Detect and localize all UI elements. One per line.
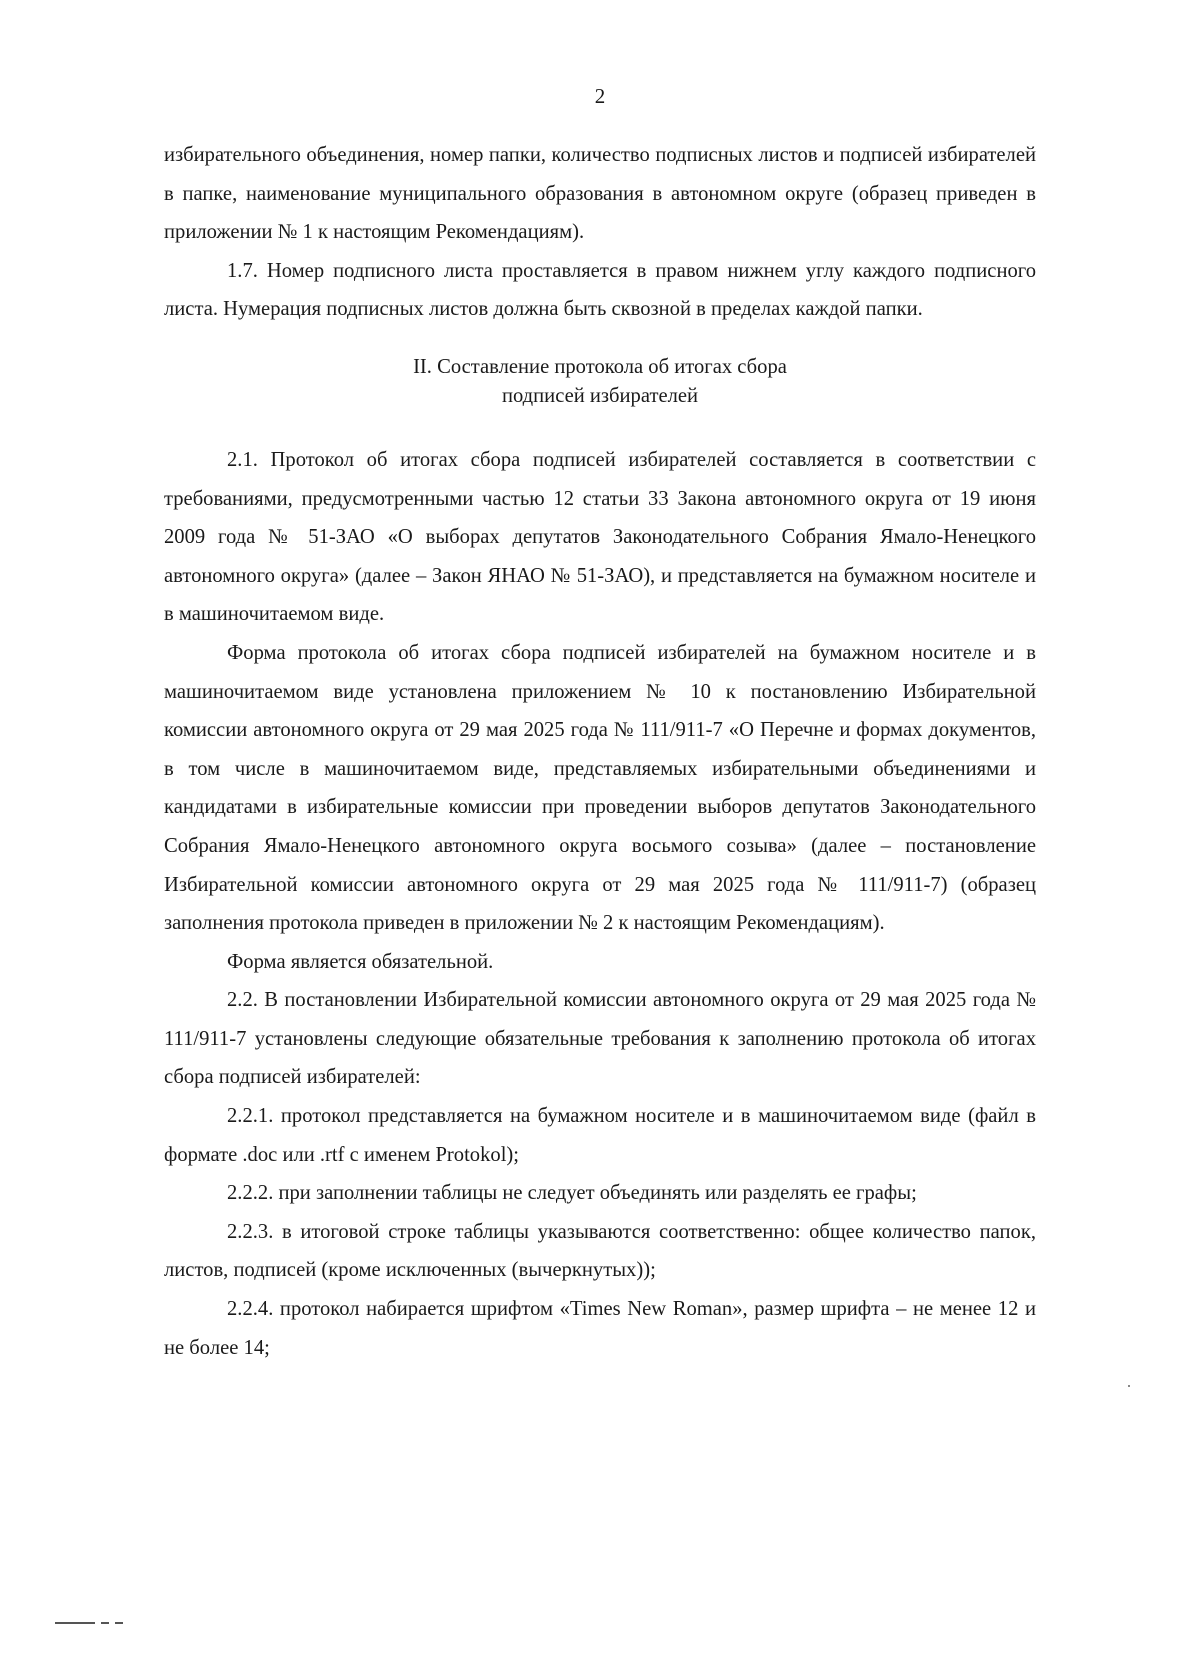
paragraph-2-2-1: 2.2.1. протокол представляется на бумажном носителе и в машиночитаемом виде (файл в формате .doc или .rtf с именем Protokol); [164, 1105, 1036, 1166]
paragraph-form-description: Форма протокола об итогах сбора подписей избирателей на бумажном носителе и в машиночитаемом виде установлена приложением № 10 к постановлению Избирательной комиссии автономного округа от 29 мая 2025 года № 111/911-7 «О Перечне и формах документов, в том числе в машиночитаемом виде, представляемых избирательными объединениями и кандидатами в избирательные комиссии при проведении выборов депутатов Законодательного Собрания Ямало-Ненецкого автономного округа восьмого созыва» (далее – постановление Избирательной комиссии автономного округа от 29 мая 2025 года № 111/911-7) (образец заполнения протокола приведен в приложении № 2 к настоящим Рекомендациям). [164, 641, 1036, 935]
section-heading [164, 353, 1036, 411]
paragraph-2-2-3: 2.2.3. в итоговой строке таблицы указываются соответственно: общее количество папок, листов, подписей (кроме исключенных (вычеркнутых)); [164, 1220, 1036, 1282]
scan-artifact-corner-mark [55, 1622, 123, 1624]
paragraph-continuation: избирательного объединения, номер папки, количество подписных листов и подписей избирателей в папке, наименование муниципального образования в автономном округе (образец приведен в приложении № 1 к настоящим Рекомендациям). [164, 144, 1036, 244]
paragraph-2-2-2: 2.2.2. при заполнении таблицы не следует объединять или разделять ее графы; [227, 1182, 917, 1205]
paragraph-2-2-4: 2.2.4. протокол набирается шрифтом «Times New Roman», размер шрифта – не менее 12 и не более 14; [164, 1298, 1036, 1359]
paragraph-1-7: 1.7. Номер подписного листа проставляется в правом нижнем углу каждого подписного листа. Нумерация подписных листов должна быть сквозной в пределах каждой папки. [164, 259, 1036, 321]
paragraph-2-1: 2.1. Протокол об итогах сбора подписей избирателей составляется в соответствии с требованиями, предусмотренными частью 12 статьи 33 Закона автономного округа от 19 июня 2009 года № 51-ЗАО «О выборах депутатов Законодательного Собрания Ямало-Ненецкого автономного округа» (далее – Закон ЯНАО № 51-ЗАО), и представляется на бумажном носителе и в машиночитаемом виде. [164, 448, 1036, 626]
scan-artifact-dot [1128, 1385, 1130, 1387]
section-heading-line-2: подписей избирателей [501, 384, 699, 407]
page-number: 2 [594, 84, 606, 108]
paragraph-2-2: 2.2. В постановлении Избирательной комиссии автономного округа от 29 мая 2025 года № 111/911-7 установлены следующие обязательные требования к заполнению протокола об итогах сбора подписей избирателей: [164, 989, 1036, 1089]
document-body [164, 136, 1036, 1367]
section-heading-line-1: II. Составление протокола об итогах сбора [413, 355, 787, 378]
paragraph-form-mandatory: Форма является обязательной. [227, 950, 494, 973]
